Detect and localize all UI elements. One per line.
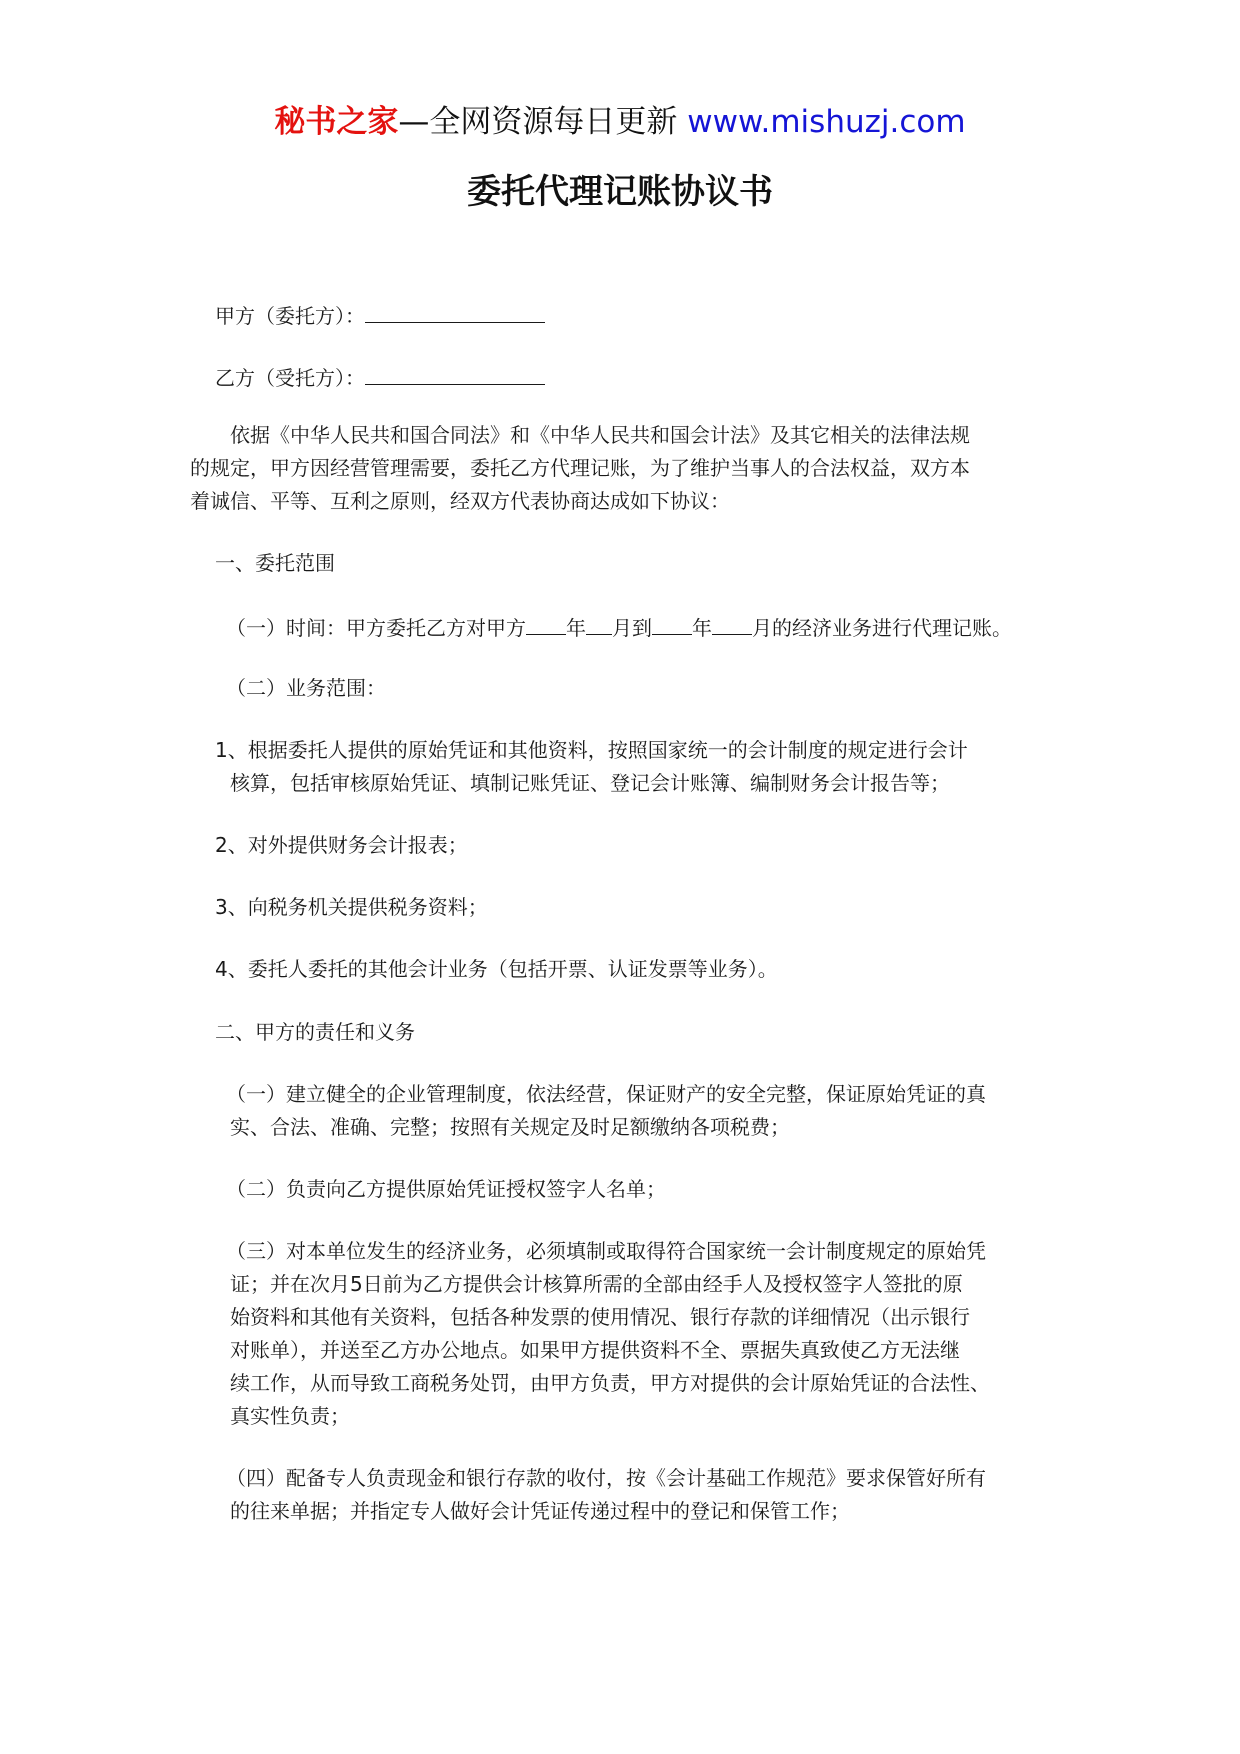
party-a-blank[interactable] (365, 298, 545, 323)
banner-tagline: —全网资源每日更新 (398, 104, 678, 140)
party-a-label: 甲方（委托方）： (215, 304, 365, 328)
end-month-blank[interactable] (712, 610, 752, 635)
time-prefix: （一）时间：甲方委托乙方对甲方 (226, 616, 526, 640)
scope-item-4 (215, 953, 778, 986)
scope-item-2 (215, 829, 468, 862)
duty-3-text-a: 证；并在次月 (230, 1272, 350, 1296)
duty-3-line-6: 真实性负责； (230, 1404, 350, 1428)
time-suffix: 月的经济业务进行代理记账。 (752, 616, 1012, 640)
scope-item-1-line-2: 核算，包括审核原始凭证、填制记账凭证、登记会计账簿、编制财务会计报告等； (230, 771, 950, 795)
party-b-blank[interactable] (365, 360, 545, 385)
site-url-link[interactable]: www.mishuzj.com (687, 104, 966, 140)
duty-1-line-2: 实、合法、准确、完整；按照有关规定及时足额缴纳各项税费； (230, 1115, 790, 1139)
item-text: 、根据委托人提供的原始凭证和其他资料，按照国家统一的会计制度的规定进行会计 (227, 738, 968, 762)
duty-3-line-4: 对账单），并送至乙方办公地点。如果甲方提供资料不全、票据失真致使乙方无法继 (230, 1338, 960, 1362)
item-number: 2 (215, 833, 228, 857)
duty-3-line-3: 始资料和其他有关资料，包括各种发票的使用情况、银行存款的详细情况（出示银行 (230, 1305, 970, 1329)
end-year-blank[interactable] (652, 610, 692, 635)
year-label: 年 (692, 616, 712, 640)
site-banner (0, 100, 1240, 144)
month-to-label: 月到 (612, 616, 652, 640)
item-number: 4 (215, 957, 228, 981)
item-text: 、向税务机关提供税务资料； (227, 895, 488, 919)
duty-3-text-b: 日前为乙方提供会计核算所需的全部由经手人及授权签字人签批的原 (362, 1272, 963, 1296)
scope-heading: （二）业务范围： (226, 676, 386, 700)
party-b-label: 乙方（受托方）： (215, 366, 365, 390)
duty-3-line-1: （三）对本单位发生的经济业务，必须填制或取得符合国家统一会计制度规定的原始凭 (226, 1239, 986, 1263)
scope-item-3 (215, 891, 488, 924)
item-text: 、对外提供财务会计报表； (227, 833, 468, 857)
section-1-heading: 一、委托范围 (215, 551, 335, 575)
duty-4-line-2: 的往来单据；并指定专人做好会计凭证传递过程中的登记和保管工作； (230, 1499, 850, 1523)
party-a-line (215, 298, 545, 333)
duty-3-line-5: 续工作，从而导致工商税务处罚，由甲方负责，甲方对提供的会计原始凭证的合法性、 (230, 1371, 990, 1395)
section-2-heading: 二、甲方的责任和义务 (215, 1020, 415, 1044)
item-number: 3 (215, 895, 228, 919)
start-month-blank[interactable] (586, 610, 612, 635)
document-title: 委托代理记账协议书 (467, 172, 773, 212)
duty-4-line-1: （四）配备专人负责现金和银行存款的收付，按《会计基础工作规范》要求保管好所有 (226, 1466, 986, 1490)
duty-3-line-2 (230, 1268, 963, 1301)
year-label: 年 (566, 616, 586, 640)
intro-line-2: 的规定，甲方因经营管理需要，委托乙方代理记账，为了维护当事人的合法权益，双方本 (190, 456, 970, 480)
item-number: 1 (215, 738, 228, 762)
brand-name: 秘书之家 (274, 104, 399, 140)
intro-line-1: 依据《中华人民共和国合同法》和《中华人民共和国会计法》及其它相关的法律法规 (230, 423, 970, 447)
scope-item-1-line-1 (215, 734, 968, 767)
item-text: 、委托人委托的其他会计业务（包括开票、认证发票等业务）。 (227, 957, 778, 981)
duty-2: （二）负责向乙方提供原始凭证授权签字人名单； (226, 1177, 666, 1201)
start-year-blank[interactable] (526, 610, 566, 635)
duty-1-line-1: （一）建立健全的企业管理制度，依法经营，保证财产的安全完整，保证原始凭证的真 (226, 1082, 986, 1106)
intro-line-3: 着诚信、平等、互利之原则，经双方代表协商达成如下协议： (190, 489, 730, 513)
party-b-line (215, 360, 545, 395)
day-number: 5 (350, 1272, 363, 1296)
time-clause (226, 610, 1012, 645)
